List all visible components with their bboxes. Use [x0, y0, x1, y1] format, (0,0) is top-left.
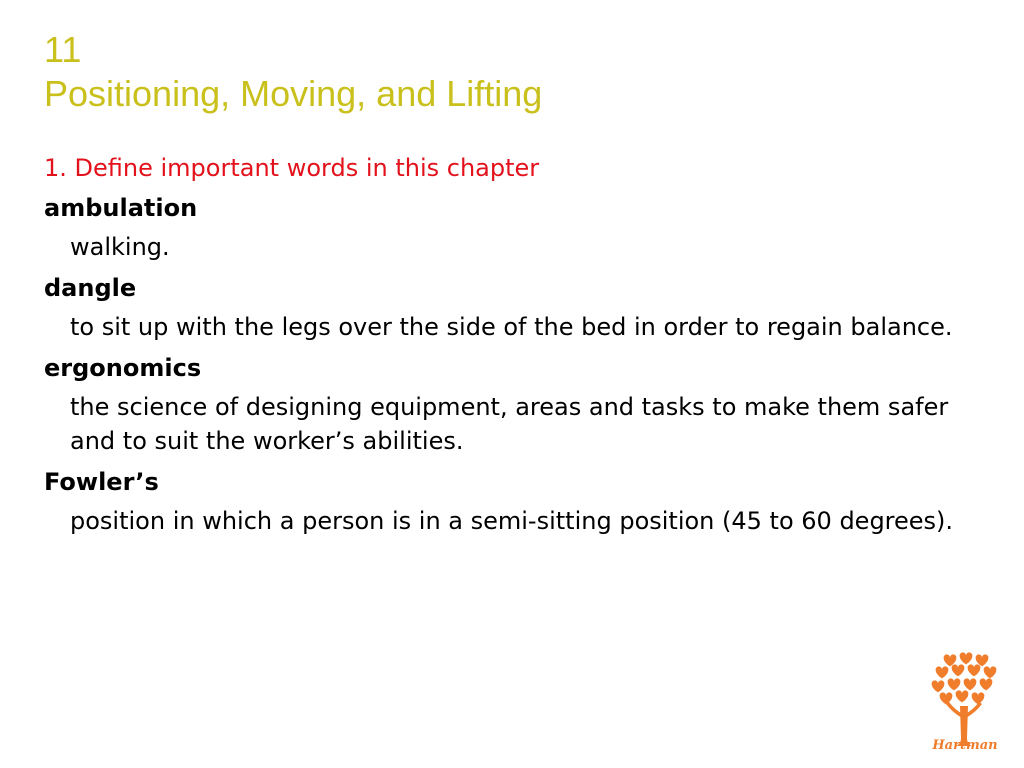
slide-title [44, 28, 542, 116]
chapter-number: 11 [44, 29, 82, 70]
definition-ambulation: walking. [70, 233, 170, 261]
term-dangle: dangle [44, 274, 137, 302]
slide-content [44, 150, 994, 544]
term-fowlers: Fowler’s [44, 468, 159, 496]
definition-ergonomics: the science of designing equipment, areas and tasks to make them safer and to suit the worker’s abilities. [70, 393, 949, 455]
definition-fowlers: position in which a person is in a semi-sitting position (45 to 60 degrees). [70, 507, 954, 535]
logo-wordmark: Hartman [932, 738, 998, 753]
term-ergonomics: ergonomics [44, 354, 202, 382]
objective-heading: 1. Define important words in this chapter [44, 154, 540, 182]
term-ambulation: ambulation [44, 194, 198, 222]
definition-dangle: to sit up with the legs over the side of the bed in order to regain balance. [70, 313, 953, 341]
chapter-name: Positioning, Moving, and Lifting [44, 73, 543, 114]
